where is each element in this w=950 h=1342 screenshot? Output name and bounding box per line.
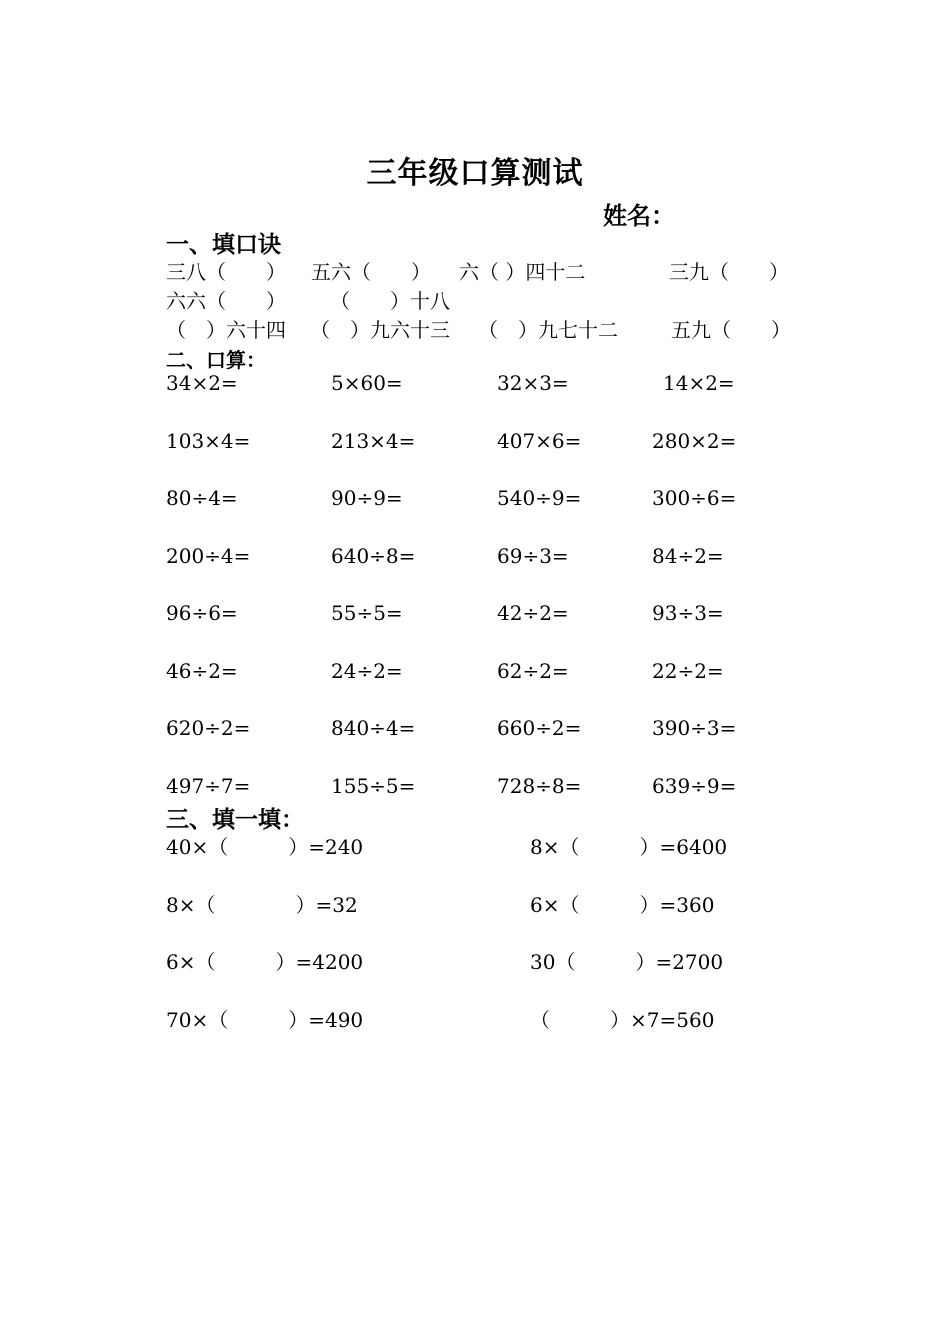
calc-problem: 280×2= [652, 429, 737, 453]
calc-problem: 540÷9= [497, 486, 582, 510]
calc-problem: 639÷9= [652, 774, 737, 798]
fill-rhyme-item: 三九（ ） [669, 260, 789, 284]
calc-problem: 69÷3= [497, 544, 569, 568]
calc-problem: 96÷6= [166, 601, 238, 625]
calc-problem: 14×2= [663, 371, 735, 395]
fill-blank-problem: 6×（ ）=360 [530, 893, 715, 917]
fill-rhyme-item: 六六（ ） [166, 289, 286, 313]
fill-blank-problem: （ ）×7=560 [530, 1008, 715, 1032]
calc-problem: 660÷2= [497, 716, 582, 740]
calc-problem: 55÷5= [331, 601, 403, 625]
calc-problem: 34×2= [166, 371, 238, 395]
calc-problem: 840÷4= [331, 716, 416, 740]
calc-problem: 213×4= [331, 429, 416, 453]
fill-rhyme-item: （ ）九七十二 [478, 318, 618, 342]
page-title: 三年级口算测试 [366, 156, 584, 191]
fill-rhyme-item: （ ）十八 [330, 289, 450, 313]
calc-problem: 5×60= [331, 371, 403, 395]
calc-problem: 90÷9= [331, 486, 403, 510]
fill-rhyme-item: （ ）六十四 [166, 318, 286, 342]
fill-rhyme-item: （ ）九六十三 [310, 318, 450, 342]
section2-heading: 二、口算： [166, 348, 266, 372]
calc-problem: 640÷8= [331, 544, 416, 568]
calc-problem: 62÷2= [497, 659, 569, 683]
fill-rhyme-item: 五九（ ） [671, 318, 791, 342]
fill-blank-problem: 6×（ ）=4200 [166, 950, 364, 974]
calc-problem: 46÷2= [166, 659, 238, 683]
calc-problem: 728÷8= [497, 774, 582, 798]
fill-rhyme-item: 五六（ ） [311, 260, 431, 284]
fill-blank-problem: 8×（ ）=32 [166, 893, 358, 917]
fill-blank-problem: 30（ ）=2700 [530, 950, 724, 974]
calc-problem: 497÷7= [166, 774, 251, 798]
calc-problem: 84÷2= [652, 544, 724, 568]
calc-problem: 42÷2= [497, 601, 569, 625]
calc-problem: 407×6= [497, 429, 582, 453]
calc-problem: 24÷2= [331, 659, 403, 683]
name-label: 姓名： [603, 201, 675, 230]
calc-problem: 200÷4= [166, 544, 251, 568]
section3-heading: 三、填一填： [166, 806, 304, 833]
calc-problem: 22÷2= [652, 659, 724, 683]
calc-problem: 32×3= [497, 371, 569, 395]
fill-blank-problem: 40×（ ）=240 [166, 835, 364, 859]
calc-problem: 300÷6= [652, 486, 737, 510]
calc-problem: 155÷5= [331, 774, 416, 798]
calc-problem: 93÷3= [652, 601, 724, 625]
calc-problem: 103×4= [166, 429, 251, 453]
calc-problem: 620÷2= [166, 716, 251, 740]
fill-rhyme-item: 三八（ ） [166, 260, 286, 284]
fill-blank-problem: 70×（ ）=490 [166, 1008, 364, 1032]
fill-rhyme-item: 六（ ）四十二 [459, 260, 586, 284]
calc-problem: 390÷3= [652, 716, 737, 740]
fill-blank-problem: 8×（ ）=6400 [530, 835, 728, 859]
section1-heading: 一、填口诀 [166, 231, 281, 258]
calc-problem: 80÷4= [166, 486, 238, 510]
